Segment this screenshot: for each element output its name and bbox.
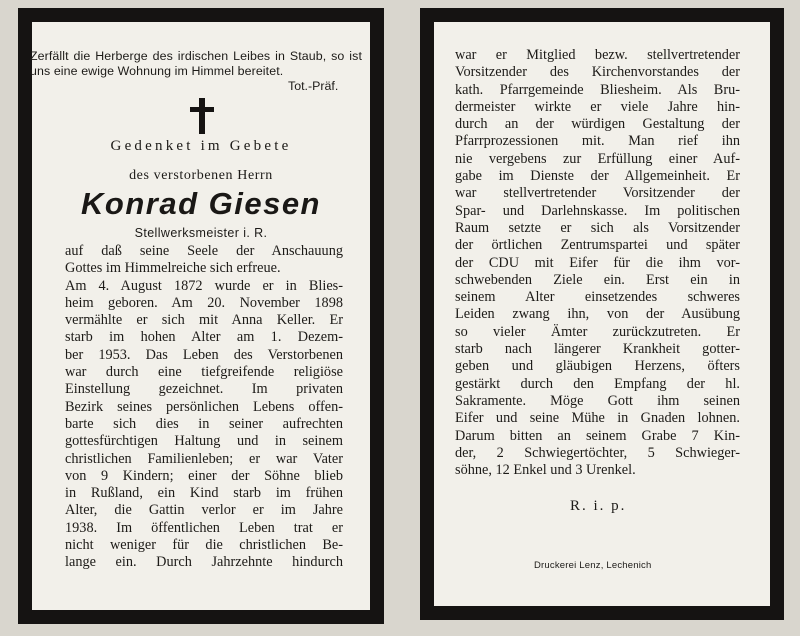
- cross-icon: [190, 98, 214, 134]
- text-line: Vorsitzender des Kirchenvorstandes der: [455, 64, 740, 81]
- text-line: war stellvertretender Vorsitzender der: [455, 185, 740, 202]
- text-line: starb im hohen Alter am 1. Dezem-: [65, 329, 343, 346]
- closing-rip: R. i. p.: [570, 498, 627, 514]
- bible-verse: Zerfällt die Herberge des irdischen Leibes in Staub, so ist uns eine ewige Wohnung im Himmel bereitet.: [30, 49, 362, 78]
- text-line: der örtlichen Zentrumspartei und später: [455, 237, 740, 254]
- text-line: Pfarrprozessionen mit. Man rief ihn: [455, 133, 740, 150]
- text-line: gestärkt durch den Empfang der hl.: [455, 375, 740, 392]
- text-line: schwebenden Ziele ein. Erst ein in: [455, 271, 740, 288]
- text-line: Darum bitten an seinem Grabe 7 Kin-: [455, 427, 740, 444]
- text-line: starb nach längerer Krankheit gotter-: [455, 341, 740, 358]
- deceased-title: Stellwerksmeister i. R.: [134, 226, 268, 240]
- text-line: Leiden zwang ihn, von der Ausübung: [455, 306, 740, 323]
- text-line: heim geboren. Am 20. November 1898: [65, 294, 343, 311]
- text-line: in Rußland, ein Kind starb im frühen: [65, 485, 343, 502]
- text-line: 1938. Im öffentlichen Leben trat er: [65, 519, 343, 536]
- text-line: so vieler Ämter zurückzutreten. Er: [455, 323, 740, 340]
- text-line: durch an der würdigen Gestaltung der: [455, 116, 740, 133]
- printer-credit: Druckerei Lenz, Lechenich: [534, 560, 652, 571]
- text-line: nicht weniger für die christlichen Be-: [65, 537, 343, 554]
- text-line: christlichen Familienleben; er war Vater: [65, 450, 343, 467]
- right-biography: [455, 47, 740, 479]
- text-line: Bezirk seines persönlichen Lebens offen-: [65, 398, 343, 415]
- text-line: gabe im Dienste der Allgemeinheit. Er: [455, 168, 740, 185]
- text-line: Am 4. August 1872 wurde er in Blies-: [65, 277, 343, 294]
- text-line: nie vergebens zur Erfüllung einer Auf-: [455, 150, 740, 167]
- text-line: kath. Pfarrgemeinde Bliesheim. Als Bru-: [455, 81, 740, 98]
- deceased-intro: des verstorbenen Herrn: [129, 168, 273, 183]
- text-line: der, 2 Schwiegertöchter, 5 Schwieger-: [455, 444, 740, 461]
- text-line: auf daß seine Seele der Anschauung: [65, 243, 343, 259]
- text-line: lange ein. Durch Jahrzehnte hindurch: [65, 554, 343, 571]
- verse-source: Tot.-Präf.: [288, 79, 339, 93]
- text-line: Gottes im Himmelreiche sich erfreue.: [65, 260, 281, 277]
- text-line: barte sich dies in seiner aufrechten: [65, 415, 343, 432]
- text-line: von 9 Kindern; einer der Söhne blieb: [65, 467, 343, 484]
- text-line: söhne, 12 Enkel und 3 Urenkel.: [455, 462, 636, 479]
- prayer-heading: Gedenket im Gebete: [110, 138, 292, 154]
- text-line: der CDU mit Eifer für die ihm vor-: [455, 254, 740, 271]
- text-line: gottesfürchtigen Haltung und in seinem: [65, 433, 343, 450]
- text-line: Raum setzte er sich als Vorsitzender: [455, 219, 740, 236]
- text-line: geben und gläubigen Herzens, öfters: [455, 358, 740, 375]
- text-line: war durch eine tiefgreifende religiöse: [65, 364, 343, 381]
- text-line: dermeister wirkte er viele Jahre hin-: [455, 98, 740, 115]
- text-line: Alter, die Gattin verlor er im Jahre: [65, 502, 343, 519]
- text-line: war er Mitglied bezw. stellvertretender: [455, 47, 740, 63]
- text-line: Einstellung gezeichnet. Im privaten: [65, 381, 343, 398]
- text-line: seinem Alter einsetzendes schweres: [455, 289, 740, 306]
- left-biography: [65, 243, 343, 572]
- text-line: vermählte er sich mit Anna Keller. Er: [65, 312, 343, 329]
- deceased-name: Konrad Giesen: [81, 186, 321, 221]
- text-line: ber 1953. Das Leben des Verstorbenen: [65, 346, 343, 363]
- text-line: Eifer und seine Mühe in Gnaden lohnen.: [455, 410, 740, 427]
- text-line: Sakramente. Möge Gott ihm seinen: [455, 392, 740, 409]
- text-line: Spar- und Darlehnskasse. Im politischen: [455, 202, 740, 219]
